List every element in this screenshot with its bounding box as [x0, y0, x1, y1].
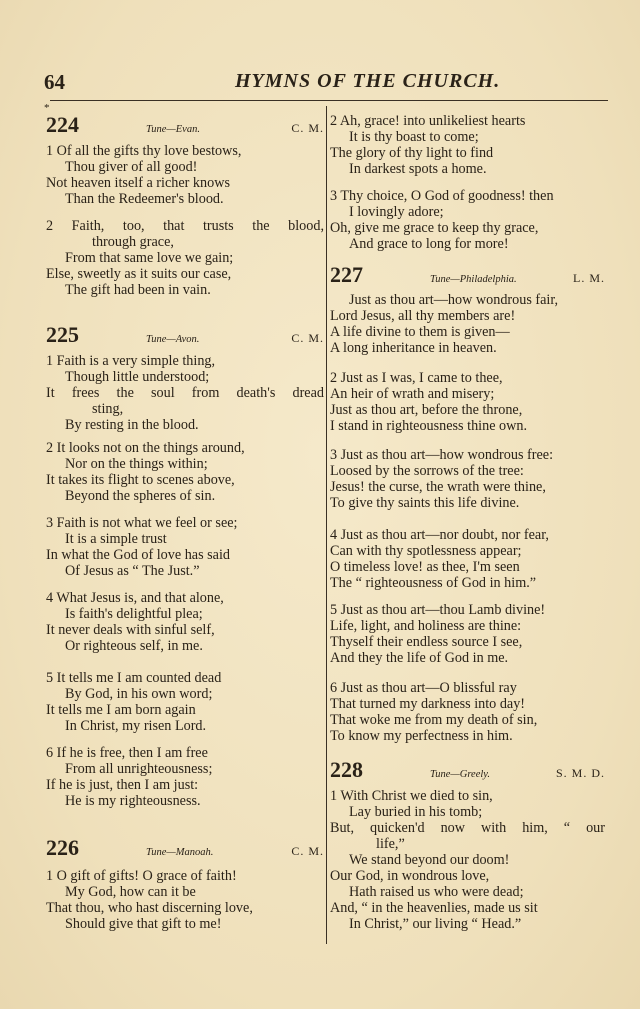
tune-name: Tune—Avon. [146, 334, 200, 345]
hymn-number: 226 [46, 835, 79, 860]
verse-line: It is thy boast to come; [349, 129, 479, 145]
stanza [46, 745, 324, 809]
hymn-heading [46, 112, 324, 138]
verse-line: 4 What Jesus is, and that alone, [46, 590, 224, 606]
verse-line: life,” [376, 836, 405, 852]
stanza [46, 590, 324, 654]
verse-line: In darkest spots a home. [349, 161, 487, 177]
verse-line: Life, light, and holiness are thine: [330, 618, 522, 634]
hymn-meter: S. M. D. [555, 766, 605, 780]
verse-line: Or righteous self, in me. [65, 638, 203, 654]
verse-line: Is faith's delightful plea; [65, 606, 203, 622]
verse-line: In Christ, my risen Lord. [65, 718, 207, 734]
verse-line: And grace to long for more! [349, 236, 509, 252]
hymn-meter: C. M. [291, 844, 324, 858]
verse-line: From all unrighteousness; [65, 761, 213, 777]
verse-line: A long inheritance in heaven. [330, 340, 497, 356]
verse-line: Loosed by the sorrows of the tree: [330, 463, 524, 479]
verse-line: Can with thy spotlessness appear; [330, 543, 522, 559]
verse-line: A life divine to them is given— [330, 324, 510, 340]
hymn-number: 224 [46, 112, 79, 137]
verse-line: 2 Faith, too, that trusts the blood, [46, 218, 324, 234]
stanza [330, 680, 605, 744]
hymn-heading [46, 322, 324, 348]
verse-line: Not heaven itself a richer knows [46, 175, 230, 191]
verse-line: 3 Just as thou art—how wondrous free: [330, 447, 554, 463]
verse-line: Just as thou art, before the throne, [330, 402, 523, 418]
verse-line: 6 Just as thou art—O blissful ray [330, 680, 517, 696]
hymn-meter: L. M. [573, 271, 605, 285]
hymn-number: 228 [330, 757, 363, 782]
verse-line: 1 Faith is a very simple thing, [46, 353, 216, 369]
stanza [46, 353, 324, 433]
verse-line: O timeless love! as thee, I'm seen [330, 559, 520, 575]
verse-line: He is my righteousness. [65, 793, 201, 809]
stanza [46, 515, 324, 579]
stanza [330, 788, 605, 932]
verse-line: The “ righteousness of God in him.” [330, 575, 537, 591]
hymn-heading [46, 835, 324, 861]
hymn-heading [330, 262, 605, 288]
hymn-meter: C. M. [291, 331, 324, 345]
verse-line: If he is just, then I am just: [46, 777, 199, 793]
stanza [46, 440, 324, 504]
verse-line: sting, [92, 401, 124, 417]
verse-line: Hath raised us who were dead; [349, 884, 524, 900]
stanza [46, 218, 324, 298]
verse-line: 2 It looks not on the things around, [46, 440, 245, 456]
hymn-number: 225 [46, 322, 79, 347]
verse-line: I stand in righteousness thine own. [330, 418, 528, 434]
hymn-number: 227 [330, 262, 363, 287]
verse-line: The gift had been in vain. [65, 282, 211, 298]
column-divider [326, 106, 327, 944]
verse-line: That thou, who hast discerning love, [46, 900, 253, 916]
tune-name: Tune—Evan. [146, 124, 200, 135]
verse-line: 5 It tells me I am counted dead [46, 670, 222, 686]
verse-line: Jesus! the curse, the wrath were thine, [330, 479, 546, 495]
tune-name: Tune—Manoah. [146, 847, 214, 858]
stanza [330, 113, 605, 177]
tune-name: Tune—Philadelphia. [430, 274, 517, 285]
stanza [330, 447, 605, 511]
stanza [330, 527, 605, 591]
verse-line: That woke me from my death of sin, [330, 712, 538, 728]
page-number: 64 [44, 70, 65, 94]
verse-line: 3 Thy choice, O God of goodness! then [330, 188, 554, 204]
verse-line: Thou giver of all good! [65, 159, 198, 175]
verse-line: 2 Ah, grace! into unlikeliest hearts [330, 113, 526, 129]
verse-line: 3 Faith is not what we feel or see; [46, 515, 238, 531]
tune-name: Tune—Greely. [430, 769, 490, 780]
verse-line: Nor on the things within; [65, 456, 208, 472]
verse-line: Else, sweetly as it suits our case, [46, 266, 232, 282]
hymn-meter: C. M. [291, 121, 324, 135]
verse-line: From that same love we gain; [65, 250, 234, 266]
stanza [330, 292, 605, 356]
verse-line: It never deals with sinful self, [46, 622, 215, 638]
verse-line: The glory of thy light to find [330, 145, 494, 161]
verse-line: To know my perfectness in him. [330, 728, 513, 744]
verse-line: Thyself their endless source I see, [330, 634, 523, 650]
stanza [330, 188, 605, 252]
stanza [330, 370, 605, 434]
verse-line: By God, in his own word; [65, 686, 213, 702]
verse-line: That turned my darkness into day! [330, 696, 526, 712]
running-title: HYMNS OF THE CHURCH. [235, 70, 501, 92]
verse-line: 1 O gift of gifts! O grace of faith! [46, 868, 237, 884]
verse-line: Should give that gift to me! [65, 916, 222, 932]
printer-mark: * [44, 102, 50, 114]
verse-line: It frees the soul from death's dread [46, 385, 324, 401]
verse-line: In Christ,” our living “ Head.” [349, 916, 522, 932]
verse-line: It tells me I am born again [46, 702, 196, 718]
verse-line: Oh, give me grace to keep thy grace, [330, 220, 539, 236]
verse-line: To give thy saints this life divine. [330, 495, 520, 511]
verse-line: Lay buried in his tomb; [349, 804, 483, 820]
stanza [330, 602, 605, 666]
verse-line: And they the life of God in me. [330, 650, 509, 666]
verse-line: Of Jesus as “ The Just.” [65, 563, 200, 579]
header-rule [50, 100, 608, 101]
verse-line: An heir of wrath and misery; [330, 386, 495, 402]
verse-line: It is a simple trust [65, 531, 167, 547]
verse-line: Lord Jesus, all thy members are! [330, 308, 516, 324]
verse-line: I lovingly adore; [349, 204, 444, 220]
verse-line: It takes its flight to scenes above, [46, 472, 235, 488]
verse-line: My God, how can it be [65, 884, 196, 900]
verse-line: Just as thou art—how wondrous fair, [349, 292, 559, 308]
verse-line: 1 With Christ we died to sin, [330, 788, 493, 804]
verse-line: By resting in the blood. [65, 417, 199, 433]
stanza [46, 143, 324, 207]
verse-line: And, “ in the heavenlies, made us sit [330, 900, 538, 916]
verse-line: Beyond the spheres of sin. [65, 488, 216, 504]
hymn-heading [330, 757, 605, 783]
verse-line: Our God, in wondrous love, [330, 868, 490, 884]
stanza [46, 670, 324, 734]
verse-line: through grace, [92, 234, 174, 250]
verse-line: 5 Just as thou art—thou Lamb divine! [330, 602, 546, 618]
verse-line: But, quicken'd now with him, “ our [330, 820, 605, 836]
stanza [46, 868, 324, 932]
verse-line: 2 Just as I was, I came to thee, [330, 370, 503, 386]
verse-line: 1 Of all the gifts thy love bestows, [46, 143, 242, 159]
verse-line: Than the Redeemer's blood. [65, 191, 224, 207]
verse-line: 6 If he is free, then I am free [46, 745, 208, 761]
verse-line: Though little understood; [65, 369, 210, 385]
verse-line: 4 Just as thou art—nor doubt, nor fear, [330, 527, 549, 543]
verse-line: In what the God of love has said [46, 547, 231, 563]
verse-line: We stand beyond our doom! [349, 852, 510, 868]
